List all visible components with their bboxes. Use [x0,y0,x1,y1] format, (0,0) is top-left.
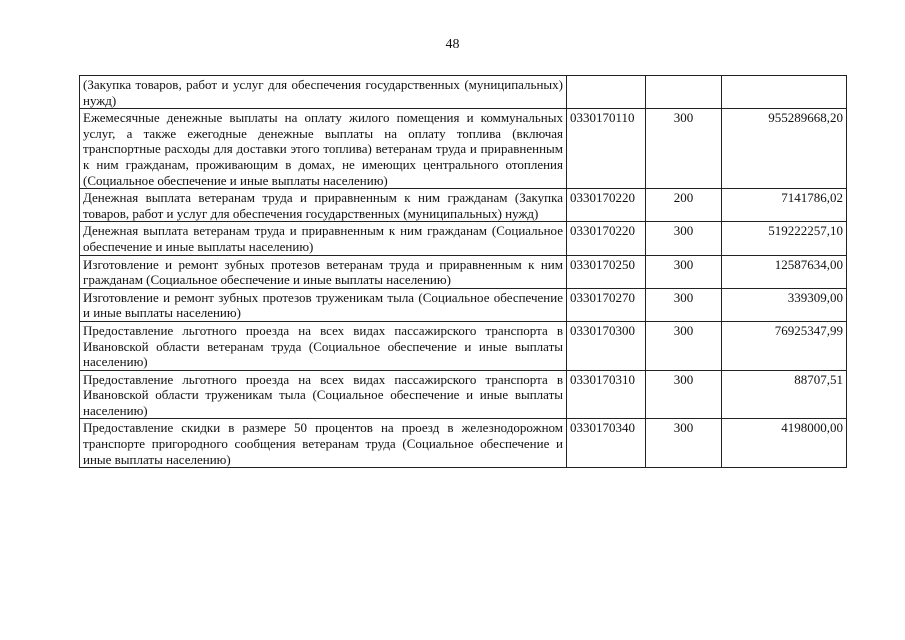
expense-type-cell: 300 [646,288,722,321]
amount-cell: 339309,00 [722,288,847,321]
target-code-cell: 0330170250 [567,255,646,288]
expense-type-cell: 300 [646,370,722,419]
expense-type-cell: 300 [646,321,722,370]
budget-table-body [80,76,847,468]
table-row [80,222,847,255]
amount-cell: 88707,51 [722,370,847,419]
amount-cell: 519222257,10 [722,222,847,255]
expense-type-cell: 300 [646,109,722,189]
target-code-cell: 0330170310 [567,370,646,419]
expense-name-cell: Изготовление и ремонт зубных протезов ветеранам труда и приравненным к ним гражданам (Социальное обеспечение и иные выплаты населению) [80,255,567,288]
table-row [80,255,847,288]
target-code-cell: 0330170270 [567,288,646,321]
table-row [80,76,847,109]
target-code-cell [567,76,646,109]
expense-name-cell: Ежемесячные денежные выплаты на оплату жилого помещения и коммунальных услуг, а также ежегодные денежные выплаты на оплату топлива (включая транспортные расходы для доставки этого топлива) ветеранам труда и приравненным к ним гражданам, проживающим в домах, не имеющих центрального отопления (Социальное обеспечение и иные выплаты населению) [80,109,567,189]
expense-type-cell [646,76,722,109]
amount-cell: 7141786,02 [722,189,847,222]
expense-type-cell: 200 [646,189,722,222]
expense-type-cell: 300 [646,419,722,468]
table-row [80,419,847,468]
expense-type-cell: 300 [646,255,722,288]
expense-type-cell: 300 [646,222,722,255]
table-row [80,288,847,321]
target-code-cell: 0330170340 [567,419,646,468]
expense-name-cell: Предоставление скидки в размере 50 процентов на проезд в железнодорожном транспорте пригородного сообщения ветеранам труда (Социальное обеспечение и иные выплаты населению) [80,419,567,468]
target-code-cell: 0330170110 [567,109,646,189]
target-code-cell: 0330170300 [567,321,646,370]
table-row [80,370,847,419]
amount-cell: 955289668,20 [722,109,847,189]
expense-name-cell: Предоставление льготного проезда на всех видах пассажирского транспорта в Ивановской области ветеранам труда (Социальное обеспечение и иные выплаты населению) [80,321,567,370]
expense-name-cell: Предоставление льготного проезда на всех видах пассажирского транспорта в Ивановской области труженикам тыла (Социальное обеспечение и иные выплаты населению) [80,370,567,419]
expense-name-cell: Денежная выплата ветеранам труда и приравненным к ним гражданам (Закупка товаров, работ и услуг для обеспечения государственных (муниципальных) нужд) [80,189,567,222]
table-row [80,189,847,222]
amount-cell: 12587634,00 [722,255,847,288]
amount-cell: 4198000,00 [722,419,847,468]
amount-cell [722,76,847,109]
budget-table [79,75,847,468]
amount-cell: 76925347,99 [722,321,847,370]
expense-name-cell: (Закупка товаров, работ и услуг для обеспечения государственных (муниципальных) нужд) [80,76,567,109]
expense-name-cell: Денежная выплата ветеранам труда и приравненным к ним гражданам (Социальное обеспечение и иные выплаты населению) [80,222,567,255]
table-row [80,109,847,189]
target-code-cell: 0330170220 [567,189,646,222]
target-code-cell: 0330170220 [567,222,646,255]
table-row [80,321,847,370]
page-number: 48 [445,37,460,52]
expense-name-cell: Изготовление и ремонт зубных протезов труженикам тыла (Социальное обеспечение и иные выплаты населению) [80,288,567,321]
